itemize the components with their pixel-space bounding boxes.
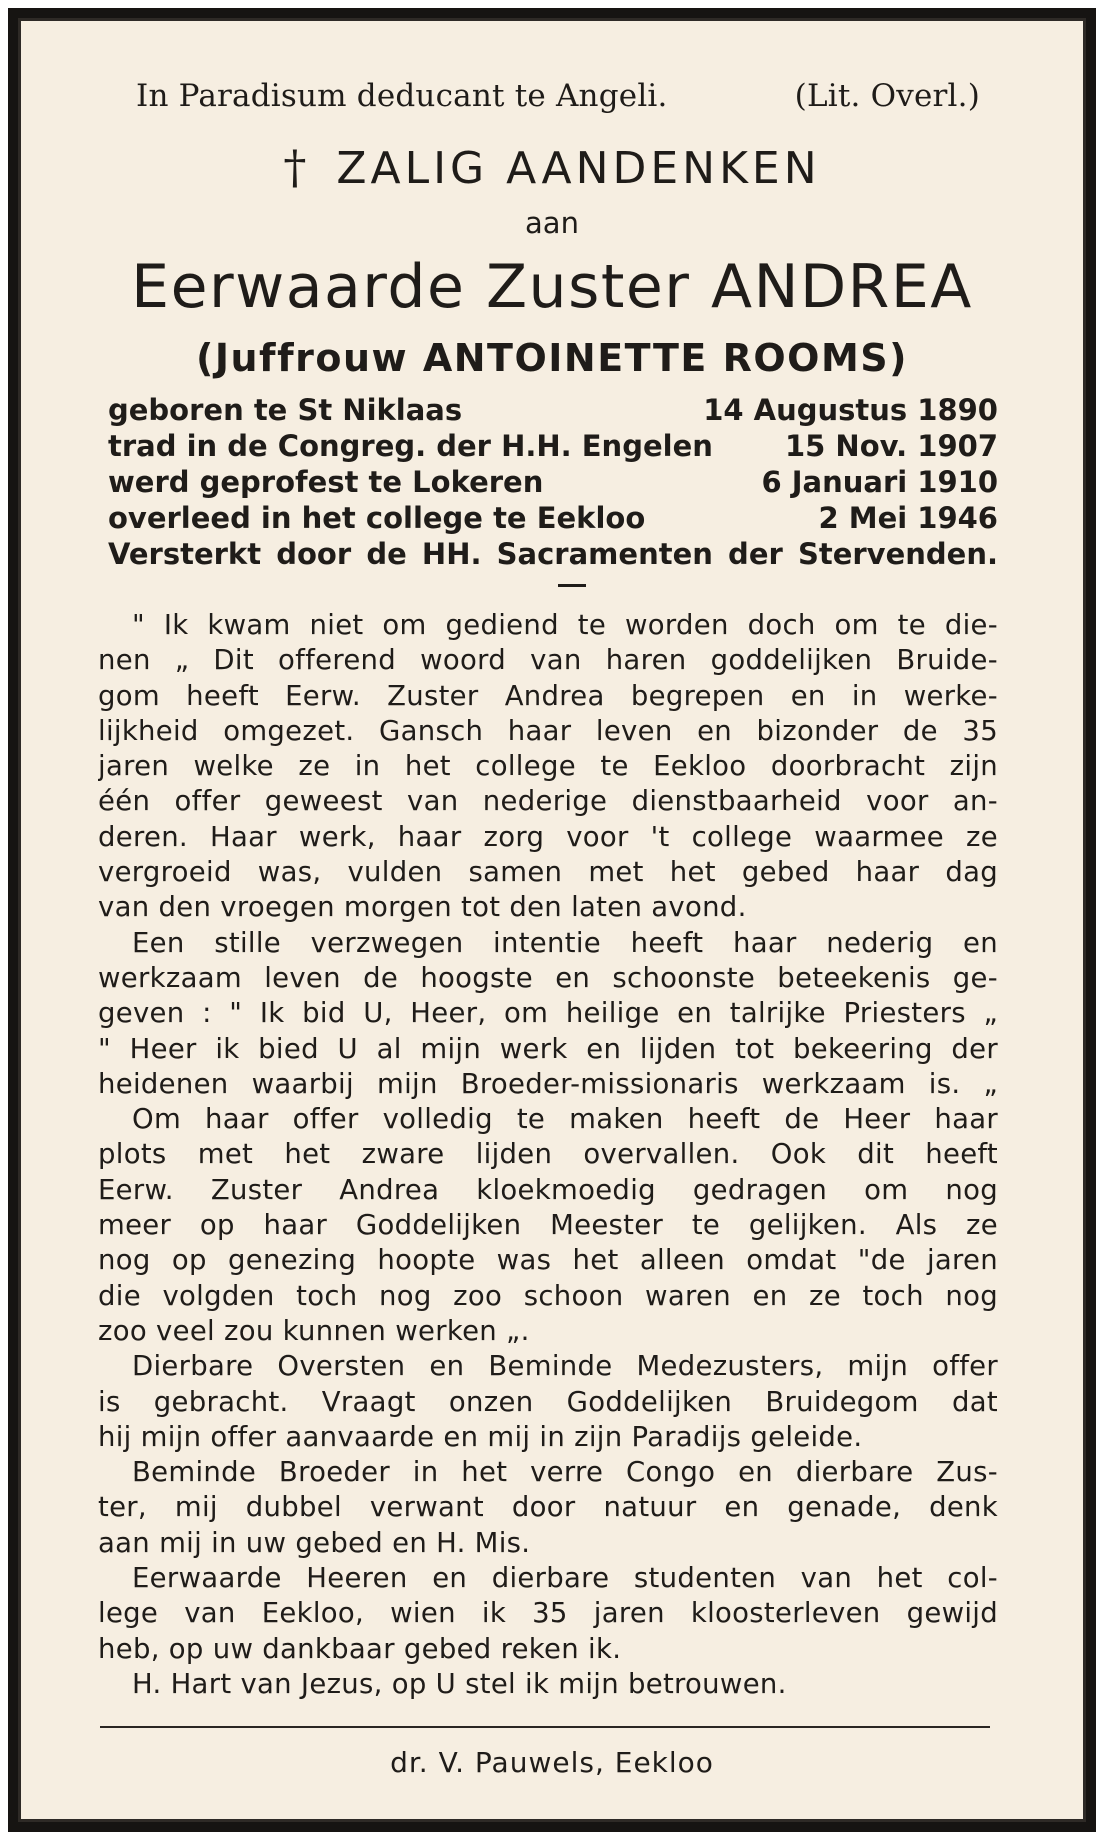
fact-label: overleed in het college te Eekloo [108, 501, 646, 535]
fact-row [108, 392, 998, 428]
text-line: hij mijn offer aanvaarde en mij in zijn Paradijs geleide. [98, 1420, 863, 1453]
text-line: lijkheid omgezet. Gansch haar leven en bizonder de 35 [98, 714, 998, 747]
header-line [136, 78, 980, 114]
text-line: " Heer ik bied U al mijn werk en lijden tot bekeering der [98, 1032, 998, 1065]
text-line: heb, op uw dankbaar gebed reken ik. [98, 1632, 622, 1665]
fact-row [108, 428, 998, 464]
text-line: ter, mij dubbel verwant door natuur en genade, denk [98, 1491, 998, 1524]
text-line: meer op haar Goddelijken Meester te gelijken. Als ze [98, 1209, 998, 1242]
liturgy-reference: (Lit. Overl.) [794, 78, 980, 114]
fact-date: 6 Januari 1910 [761, 465, 998, 499]
fact-label: geboren te St Niklaas [108, 393, 463, 427]
printer-credit: dr. V. Pauwels, Eekloo [390, 1746, 714, 1779]
memorial-card [8, 8, 1096, 1832]
text-line: Eerw. Zuster Andrea kloekmoedig gedragen om nog [98, 1173, 998, 1206]
text-line: gom heeft Eerw. Zuster Andrea begrepen en in werke- [98, 679, 998, 712]
text-line: Om haar offer volledig te maken heeft de Heer haar [132, 1103, 998, 1136]
dedication-word: aan [525, 206, 579, 240]
text-line: Beminde Broeder in het verre Congo en dierbare Zus- [132, 1456, 998, 1489]
text-line: lege van Eekloo, wien ik 35 jaren kloosterleven gewijd [98, 1597, 998, 1630]
text-line: vergroeid was, vulden samen met het gebed haar dag [98, 856, 998, 889]
text-line: één offer geweest van nederige dienstbaarheid voor an- [98, 785, 998, 818]
deceased-name: Eerwaarde Zuster ANDREA [131, 252, 973, 322]
separator-dash [558, 584, 586, 587]
memorial-text [98, 608, 998, 1702]
fact-row [108, 500, 998, 536]
fact-label: werd geprofest te Lokeren [108, 465, 544, 499]
fact-date: 14 Augustus 1890 [703, 393, 998, 427]
fact-date: 2 Mei 1946 [818, 501, 998, 535]
card-content [18, 18, 1086, 1822]
text-line: Eerwaarde Heeren en dierbare studenten van het col- [132, 1562, 998, 1595]
text-line: H. Hart van Jezus, op U stel ik mijn betrouwen. [132, 1667, 787, 1700]
text-line: Dierbare Oversten en Beminde Medezusters, mijn offer [132, 1350, 998, 1383]
card-title [18, 140, 1086, 194]
fact-row [108, 464, 998, 500]
fact-label: trad in de Congreg. der H.H. Engelen [108, 429, 713, 463]
text-line: heidenen waarbij mijn Broeder-missionaris werkzaam is. „ [98, 1067, 998, 1100]
text-line: nen „ Dit offerend woord van haren goddelijken Bruide- [98, 644, 998, 677]
life-facts [108, 392, 998, 572]
text-line: die volgden toch nog zoo schoon waren en ze toch nog [98, 1279, 998, 1312]
cross-icon: † [283, 140, 311, 194]
text-line: plots met het zware lijden overvallen. Ook dit heeft [98, 1138, 998, 1171]
fact-date: 15 Nov. 1907 [784, 429, 998, 463]
text-line: geven : " Ik bid U, Heer, om heilige en talrijke Priesters „ [98, 997, 998, 1030]
text-line: zoo veel zou kunnen werken „. [98, 1314, 530, 1347]
title-text: ZALIG AANDENKEN [336, 143, 821, 194]
text-line: nog op genezing hoopte was het alleen omdat "de jaren [98, 1244, 998, 1277]
footer-rule [100, 1726, 990, 1728]
text-line: deren. Haar werk, haar zorg voor 't college waarmee ze [98, 820, 998, 853]
text-line: werkzaam leven de hoogste en schoonste beteekenis ge- [98, 961, 998, 994]
civil-name: (Juffrouw ANTOINETTE ROOMS) [195, 336, 908, 380]
sacraments-line: Versterkt door de HH. Sacramenten der Stervenden. [108, 537, 998, 571]
text-line: " Ik kwam niet om gediend te worden doch om te die- [132, 609, 998, 641]
text-line: van den vroegen morgen tot den laten avond. [98, 891, 747, 924]
text-line: Een stille verzwegen intentie heeft haar nederig en [132, 926, 998, 959]
text-line: jaren welke ze in het college te Eekloo doorbracht zijn [98, 750, 998, 783]
latin-invocation: In Paradisum deducant te Angeli. [136, 78, 668, 114]
text-line: aan mij in uw gebed en H. Mis. [98, 1526, 531, 1559]
text-line: is gebracht. Vraagt onzen Goddelijken Bruidegom dat [98, 1385, 998, 1418]
